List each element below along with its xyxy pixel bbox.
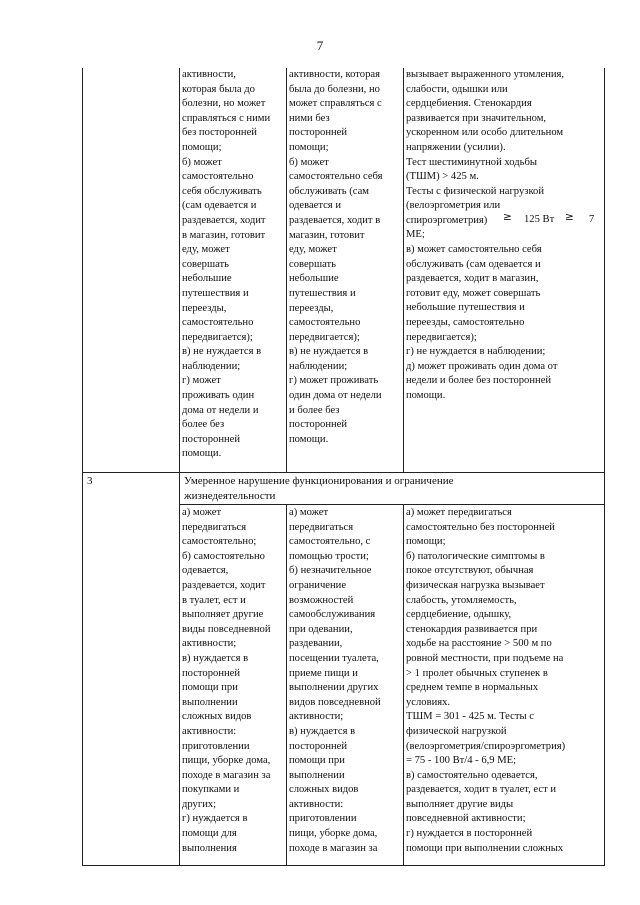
gte-symbol: ≥: [503, 211, 512, 223]
row2-col3-text-a: вызывает выраженного утомления, слабости, одышки или сердцебиения. Стенокардия развивается при значительном, ускоренном или особо длительном напряжении (усилии). Тест шестиминутной ходьбы (ТШМ) > 425 м. Тесты с физической нагрузкой (велоэргометрия или спироэргометрия): [406, 69, 565, 226]
row2-col3-text-b: в) может самостоятельно себя обслуживать (сам одевается и раздевается, ходит в магазин, готовит еду, может совершать небольшие путешествия и переезды, самостоятельно передвигается); г) не нуждается в наблюдении; д) может проживать один дома от недели и более без посторонней помощи.: [406, 244, 558, 401]
row3-col3-text: а) может передвигаться самостоятельно без посторонней помощи; б) патологические симптомы в покое отсутствуют, обычная физическая нагрузка вызывает слабость, утомляемость, сердцебиение, одышку, стенокардия развивается при ходьбе на расстояние > 500 м по ровной местности, при подъеме на > 1 пролет обычных ступенек в среднем темпе в нормальных условиях. ТШМ = 301 - 425 м. Тесты с физической нагрузкой (велоэргометрия/спироэргометрия) = 75 - 100 Вт/4 - 6,9 МЕ; в) самостоятельно одевается, раздевается, ходит в туалет, ест и выполняет другие виды повседневной активности; г) нуждается в посторонней помощи при выполнении сложных: [406, 507, 566, 854]
me-value: 7: [589, 214, 595, 225]
table-row: [82, 473, 605, 866]
power-value: 125 Вт: [524, 214, 555, 225]
row-title: Умеренное нарушение функционирования и ограничение жизнедеятельности: [184, 475, 454, 502]
row-number: 3: [87, 475, 93, 487]
me-unit: МЕ;: [406, 229, 425, 240]
gte-symbol-2: ≥: [565, 211, 574, 223]
row3-col1-text: а) может передвигаться самостоятельно; б) самостоятельно одевается, раздевается, ходит в туалет, ест и выполняет другие виды повседневной активности; в) нуждается в посторонней помощи при выполнении сложных видов активности: приготовлении пищи, уборке дома, походе в магазин за покупками и других; г) нуждается в помощи для выполнения: [182, 507, 271, 854]
row2-col2-text: активности, которая была до болезни, но может справляться с ними без посторонней помощи; б) может самостоятельно себя обслуживать (сам одевается и раздевается, ходит в магазин, готовит еду, может совершать небольшие путешествия и переезды, самостоятельно передвигается); в) не нуждается в наблюдении; г) может проживать один дома от недели и более без посторонней помощи.: [289, 69, 383, 445]
page-number: 7: [316, 38, 324, 53]
criteria-table: [82, 68, 605, 866]
table-row: [82, 68, 605, 473]
row2-col1-text: активности, которая была до болезни, но может справляться с ними без посторонней помощи; б) может самостоятельно себя обслуживать (сам одевается и раздевается, ходит в магазин, готовит еду, может совершать небольшие путешествия и переезды, самостоятельно передвигается); в) не нуждается в наблюдении; г) может проживать один дома от недели и более без посторонней помощи.: [182, 69, 271, 460]
row3-col2-text: а) может передвигаться самостоятельно, с помощью трости; б) незначительное ограничение возможностей самообслуживания при одевании, раздевании, посещении туалета, приеме пищи и выполнении других видов повседневной активности; в) нуждается в посторонней помощи при выполнении сложных видов активности: приготовлении пищи, уборке дома, походе в магазин за: [289, 507, 381, 854]
